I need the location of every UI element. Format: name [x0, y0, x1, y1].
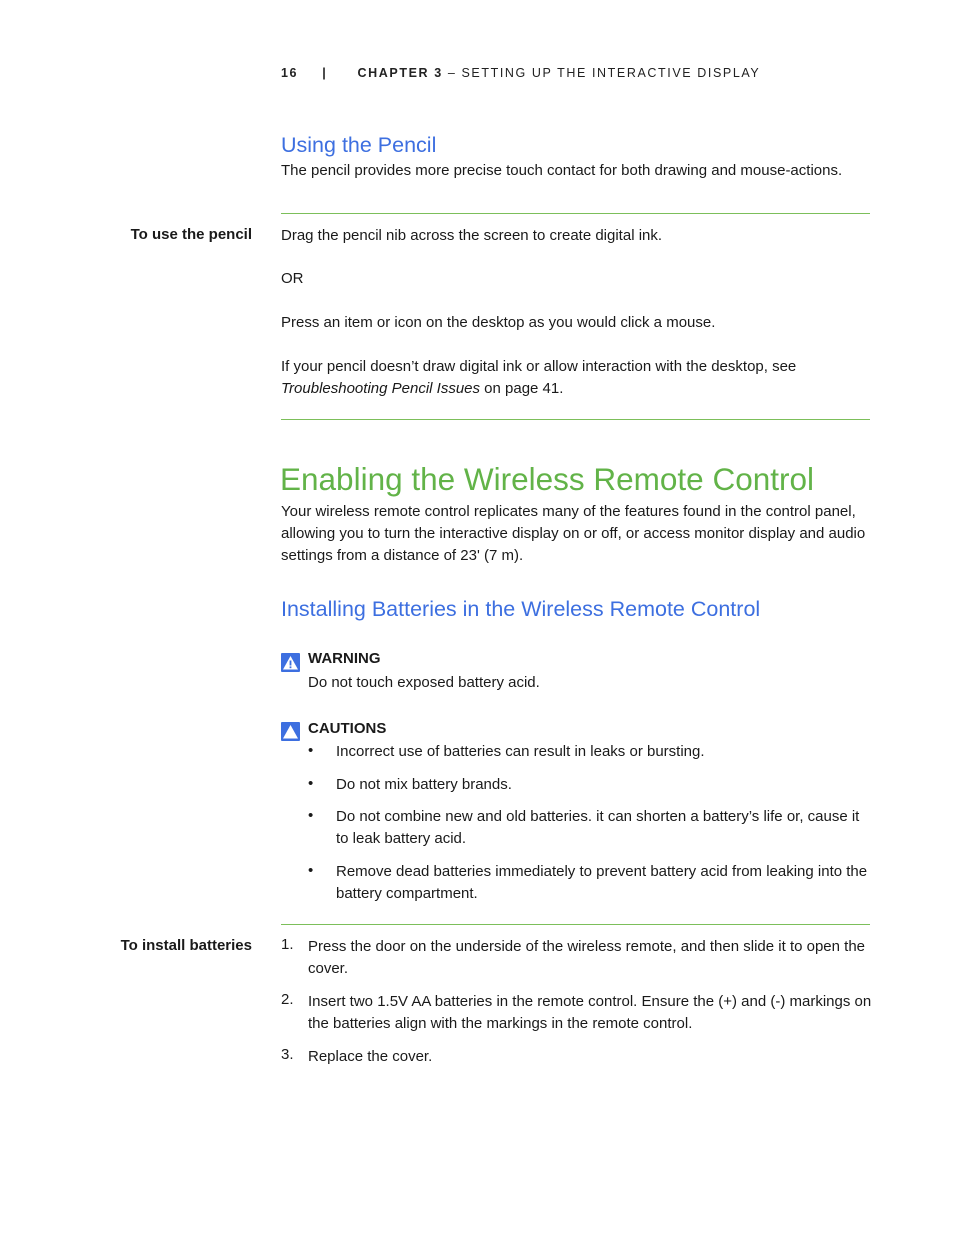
- step-number: 1.: [281, 936, 294, 953]
- pencil-heading: Using the Pencil: [281, 133, 437, 157]
- caution-item: Remove dead batteries immediately to prevent battery acid from leaking into the battery compartment.: [336, 863, 868, 902]
- step-text: Press the door on the underside of the wireless remote, and then slide it to open the cover.: [308, 938, 866, 977]
- bullet: •: [308, 775, 314, 792]
- page-number: 16: [281, 66, 299, 80]
- warning-label: WARNING: [308, 650, 381, 667]
- warning-text: Do not touch exposed battery acid.: [308, 674, 540, 691]
- pencil-intro: The pencil provides more precise touch contact for both drawing and mouse-actions.: [281, 162, 843, 179]
- step-text: Insert two 1.5V AA batteries in the remote control. Ensure the (+) and (-) markings on the batteries align with the markings in the remote control.: [308, 993, 872, 1032]
- step-number: 2.: [281, 991, 294, 1008]
- bullet: •: [308, 807, 314, 824]
- pencil-note-text: If your pencil doesn’t draw digital ink or allow interaction with the desktop, see: [281, 358, 797, 375]
- running-header: [281, 66, 760, 80]
- pencil-step-1: Drag the pencil nib across the screen to create digital ink.: [281, 227, 663, 244]
- warning-icon: [281, 653, 300, 672]
- pencil-step-2: Press an item or icon on the desktop as you would click a mouse.: [281, 314, 716, 331]
- pencil-note: [281, 356, 871, 400]
- caution-item: Do not mix battery brands.: [336, 776, 512, 793]
- step-text: Replace the cover.: [308, 1048, 433, 1065]
- procedure-label-pencil: To use the pencil: [130, 226, 252, 243]
- caution-item: Do not combine new and old batteries. it can shorten a battery’s life or, cause it to leak battery acid.: [336, 808, 860, 847]
- pencil-or: OR: [281, 270, 304, 287]
- divider: [281, 213, 870, 214]
- divider: [281, 419, 870, 420]
- procedure-label-batteries: To install batteries: [120, 937, 252, 954]
- bullet: •: [308, 742, 314, 759]
- chapter-label: CHAPTER 3: [357, 66, 443, 80]
- bullet: •: [308, 862, 314, 879]
- caution-icon: [281, 722, 300, 741]
- step-number: 3.: [281, 1046, 294, 1063]
- remote-heading: Enabling the Wireless Remote Control: [280, 461, 814, 497]
- remote-intro: Your wireless remote control replicates many of the features found in the control panel, allowing you to turn the interactive display on or off, or access monitor display and audio settings from a distance of 23' (7 m).: [281, 503, 866, 564]
- troubleshooting-link[interactable]: Troubleshooting Pencil Issues: [281, 380, 480, 397]
- cautions-label: CAUTIONS: [308, 720, 387, 737]
- chapter-title: – SETTING UP THE INTERACTIVE DISPLAY: [442, 66, 761, 80]
- caution-item: Incorrect use of batteries can result in leaks or bursting.: [336, 743, 705, 760]
- divider: [281, 924, 870, 925]
- header-separator: |: [322, 66, 328, 80]
- pencil-note-page: on page 41.: [480, 380, 564, 397]
- batteries-heading: Installing Batteries in the Wireless Remote Control: [281, 597, 761, 621]
